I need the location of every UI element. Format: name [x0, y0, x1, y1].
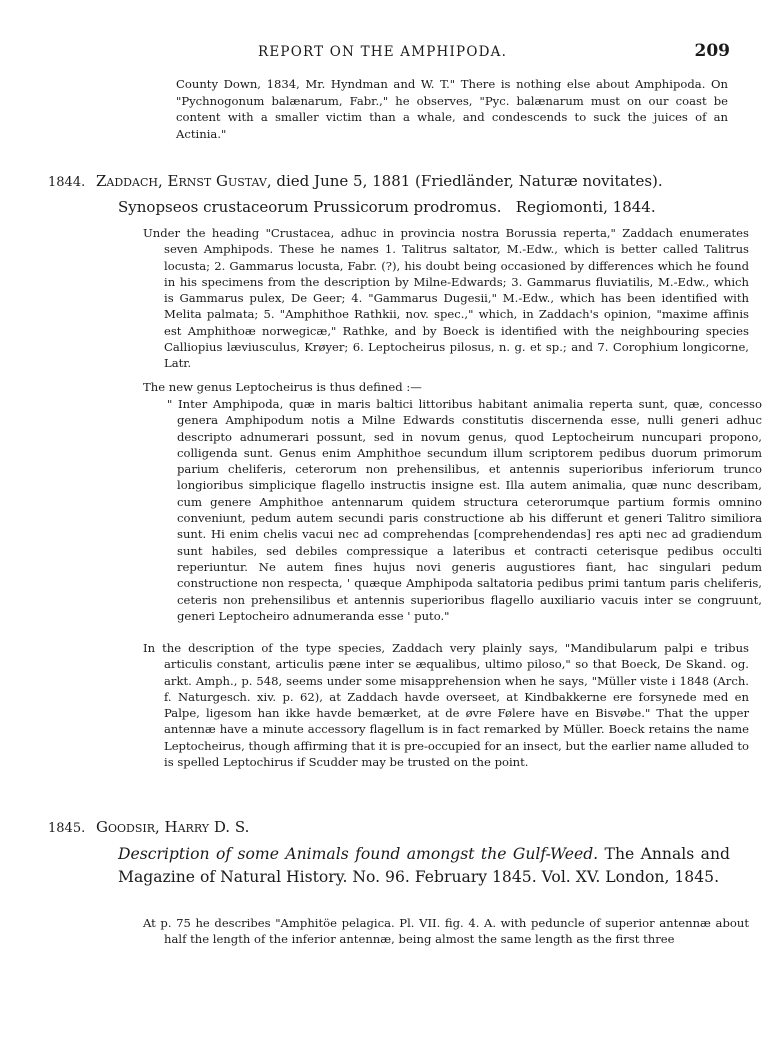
author-name: Goodsir, Harry D. S.	[96, 818, 250, 836]
work-title-italic: Description of some Animals found amongst the Gulf-Weed.	[118, 845, 599, 863]
paragraph-amphitoe-pelagica: At p. 75 he describes "Amphitöe pelagica. Pl. VII. fig. 4. A. with peduncle of superior antennæ about half the length of the inferior antennæ, being almost the same length as the first three	[143, 916, 749, 947]
work-place: Regiomonti, 1844.	[515, 198, 656, 216]
paragraph-genus-definition: The new genus Leptocheirus is thus defined :—	[143, 380, 422, 394]
paragraph-zaddach-heading: Under the heading "Crustacea, adhuc in provincia nostra Borussia reperta," Zaddach enumerates seven Amphipods. These he names 1. Talitrus saltator, M.-Edw., which is better called Talitrus locusta; 2. Gammarus locusta, Fabr. (?), his doubt being occasioned by differences which he found in his specimens from the description by Milne-Edwards; 3. Gammarus fluviatilis, M.-Edw., which is Gammarus pulex, De Geer; 4. "Gammarus Dugesii," M.-Edw., which has been identified with Melita palmata; 5. "Amphithoe Rathkii, nov. spec.," which, in Zaddach's opinion, "maxime affinis est Amphithoæ norwegicæ," Rathke, and by Boeck is identified with the neighbouring species Calliopius læviusculus, Krøyer; 6. Leptocheirus pilosus, n. g. et sp.; and 7. Corophium longicorne, Latr.	[143, 226, 749, 371]
work-title-1845	[118, 843, 730, 889]
page-number: 209	[694, 41, 730, 61]
entry-year: 1845.	[48, 821, 86, 836]
paragraph-latin-quote: " Inter Amphipoda, quæ in maris baltici littoribus habitant animalia reperta sunt, quæ, concesso genera Amphipodum notis a Milne Edwards constitutis discernenda esse, nulli generi adhuc descripto adnumerari possunt, sed in novum genus, quod Leptocheirum nuncupari propono, colligenda sunt. Genus enim Amphithoe secundum illum scriptorem pedibus duorum primorum parium cheliferis, ceterorum non prehensilibus, et antennis superioribus inferiorum trunco longioribus simplicique flagello instructis insigne est. Illa autem animalia, quæ nunc describam, cum genere Amphithoe antennarum quidem structura ceterorumque partium formis omnino conveniunt, pedum autem secundi paris constructione ab his differunt et generi Talitro similiora sunt. Hi enim chelis vacui nec ad comprehendas [comprehendendas] res apti nec ad gradiendum sunt habiles, sed debiles compressique a lateribus et contracti ceterisque pedibus occulti reperiuntur. Ne autem fines hujus novi generis augustiores fiant, hac singulari pedum constructione non respecta, ' quæque Amphipoda saltatoria pedibus primi tantum paris cheliferis, ceteris non prehensilibus et antennis superioribus flagello auxiliario vacuis inter se congruunt, generi Leptocheiro adnumeranda esse ' puto."	[167, 397, 762, 623]
entry-year: 1844.	[48, 175, 86, 190]
work-title-rest: The Annals and Magazine of Natural History. No. 96. February 1845. Vol. XV. London, 1845.	[118, 845, 730, 886]
paragraph-type-species: In the description of the type species, Zaddach very plainly says, "Mandibularum palpi e tribus articulis constant, articulis pæne inter se æqualibus, ultimo piloso," so that Boeck, De Skand. og. arkt. Amph., p. 548, seems under some misapprehension when he says, "Müller viste i 1848 (Arch. f. Naturgesch. xiv. p. 62), at Zaddach havde overseet, at Kindbakkerne ere forsynede med en Palpe, ligesom han ikke havde bemærket, at de øvre Følere have en Bisvøbe." That the upper antennæ have a minute accessory flagellum is in fact remarked by Müller. Boeck retains the name Leptocheirus, though affirming that it is pre-occupied for an insect, but the earlier name alluded to is spelled Leptochirus if Scudder may be trusted on the point.	[143, 641, 749, 770]
top-paragraph: County Down, 1834, Mr. Hyndman and W. T." There is nothing else about Amphipoda. On "Pychnogonum balænarum, Fabr.," he observes, "Pyc. balænarum must on our coast be content with a smaller victim than a whale, and condescends to suck the juices of an Actinia."	[176, 77, 728, 141]
entry-heading-1844	[48, 172, 748, 190]
author-name: Zaddach, Ernst Gustav,	[96, 172, 272, 190]
work-title-1844	[118, 198, 738, 216]
entry-heading-1845	[48, 818, 748, 836]
work-title: Synopseos crustaceorum Prussicorum prodromus.	[118, 198, 502, 216]
author-note: died June 5, 1881 (Friedländer, Naturæ novitates).	[276, 172, 663, 190]
page-header	[0, 41, 776, 66]
running-title: REPORT ON THE AMPHIPODA.	[258, 44, 508, 60]
